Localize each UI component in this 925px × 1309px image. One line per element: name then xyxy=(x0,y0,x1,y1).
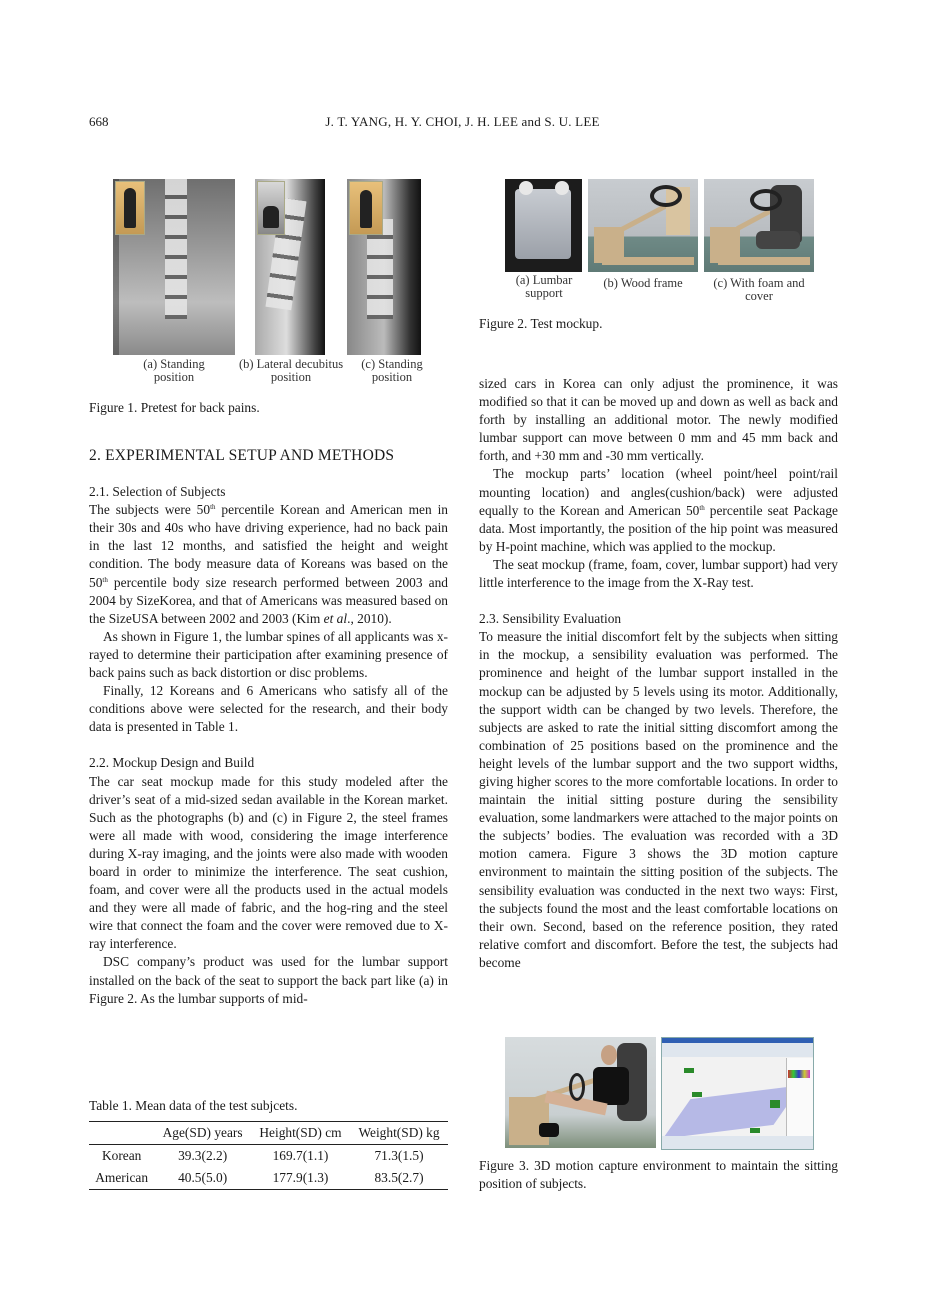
table-header-cell: Age(SD) years xyxy=(162,1125,243,1140)
xray-standing-ap xyxy=(113,179,235,355)
section-2-1-paragraph-1: The subjects were 50th percentile Korean and American men in their 30s and 40s who have driving experience, had no back pain in the last 12 months, and satisfied the height and weight condition. The body measure data of Koreans was based on the 50th percentile body size research performed between 2003 and 2004 by SizeKorea, and that of Americans was measured based on the SizeUSA between 2002 and 2003 (Kim et al., 2010). xyxy=(89,502,448,626)
fig1-subcaption-a-line1: (a) Standing xyxy=(143,357,205,371)
fig1-subcaption-c-line2: position xyxy=(371,370,413,384)
table-cell: 169.7(1.1) xyxy=(272,1148,329,1163)
fig1-subcaption-b-line2: position xyxy=(270,370,312,384)
table-cell: 177.9(1.3) xyxy=(272,1170,329,1185)
photo-lumbar-support xyxy=(505,179,582,272)
fig2-subcaption-c-line2: cover xyxy=(745,289,773,303)
fig1-subcaption-c-line1: (c) Standing xyxy=(361,357,423,371)
section-2-3-paragraph-1: To measure the initial discomfort felt by the subjects when sitting in the mockup, a sensibility evaluation was performed. The prominence and height of the lumbar support installed in the mockup can be adjusted by 5 levels using its motor. Additionally, the support width can be changed by two levels. Therefore, the subjects are asked to rate the initial sitting discomfort among the combination of 25 positions based on the prominence and the height levels of the lumbar support and the two support widths, giving higher scores to the more comfortable locations. In order to maintain the initial sitting posture during the sensibility evaluation, some landmarkers were attached to the major points on the subjects’ bodies. The evaluation was recorded with a 3D motion camera. Figure 3 shows the 3D motion capture environment to maintain the sitting position of the subjects. The sensibility evaluation was conducted in the next two ways: First, the subjects found the most and the least comfortable locations on their own. Second, based on the reference position, they rated relative comfort and discomfort. Before the test, the subjects had become xyxy=(479,629,838,970)
table-cell: Korean xyxy=(101,1148,142,1163)
table-cell: 39.3(2.2) xyxy=(178,1148,228,1163)
screenshot-motion-capture-software xyxy=(661,1037,814,1150)
fig2-subcaption-b-line1: (b) Wood frame xyxy=(603,276,683,290)
subject-photo-inset xyxy=(115,181,145,235)
fig2-subcaption-c-line1: (c) With foam and xyxy=(713,276,805,290)
section-2-2-paragraph-3: The mockup parts’ location (wheel point/heel point/rail mounting location) and angles(cushion/back) were adjusted equally to the Korean and American 50th percentile seat Package data. Most importantly, the position of the hip point was measured by H-point machine, which was applied to the mockup. xyxy=(479,466,838,554)
table-header-cell: Height(SD) cm xyxy=(259,1125,342,1140)
table-cell: American xyxy=(95,1170,149,1185)
figure-1-caption: Figure 1. Pretest for back pains. xyxy=(89,400,260,415)
table-row xyxy=(89,1167,448,1190)
table-cell: 40.5(5.0) xyxy=(178,1170,228,1185)
table-cell: 71.3(1.5) xyxy=(374,1148,424,1163)
table-1 xyxy=(89,1121,448,1190)
table-row xyxy=(89,1145,448,1168)
section-2-1-paragraph-3: Finally, 12 Koreans and 6 Americans who satisfy all of the conditions above were selected for the research, and their body data is presented in Table 1. xyxy=(89,683,448,735)
fig2-subcaption-a-line2: support xyxy=(525,286,563,300)
xray-lateral-decubitus xyxy=(255,179,325,355)
fig2-subcaption-a-line1: (a) Lumbar xyxy=(515,273,573,287)
section-2-1-heading: 2.1. Selection of Subjects xyxy=(89,484,226,500)
section-2-2-heading: 2.2. Mockup Design and Build xyxy=(89,755,255,771)
table-cell: 83.5(2.7) xyxy=(374,1170,424,1185)
figure-3 xyxy=(505,1037,813,1149)
subject-photo-inset xyxy=(349,181,383,235)
subject-photo-inset xyxy=(257,181,285,235)
table-header-row xyxy=(89,1122,448,1145)
figure-2-caption: Figure 2. Test mockup. xyxy=(479,316,603,331)
figure-3-caption: Figure 3. 3D motion capture environment to maintain the sitting position of subjects. xyxy=(479,1158,838,1191)
figure-1 xyxy=(112,178,430,388)
running-header-authors: J. T. YANG, H. Y. CHOI, J. H. LEE and S. U. LEE xyxy=(325,114,600,129)
page-number: 668 xyxy=(89,114,109,129)
section-2-heading: 2. EXPERIMENTAL SETUP AND METHODS xyxy=(89,447,395,464)
section-2-1-paragraph-2: As shown in Figure 1, the lumbar spines of all applicants was x-rayed to determine their participation after examining presence of back pains such as back distortion or disc problems. xyxy=(89,628,448,681)
section-2-2-paragraph-2: DSC company’s product was used for the lumbar support installed on the back of the seat to support the back part like (a) in Figure 2. As the lumbar supports of mid- xyxy=(89,954,448,1006)
section-2-2-paragraph-1: The car seat mockup made for this study modeled after the driver’s seat of a mid-sized sedan available in the Korean market. Such as the photographs (b) and (c) in Figure 2, the steel frames were all made with wood, considering the image interference during X-ray imaging, and the joints were also made with wooden board in order to minimize the interference. The seat cushion, foam, and cover were all the products used in the actual models and they were all made of fabric, and the hog-ring and the steel wire that connect the foam and the cover were removed due to X-ray interference. xyxy=(89,773,448,952)
section-2-2-paragraph-2-continued: sized cars in Korea can only adjust the prominence, it was modified so that it can be moved up and down as well as back and forth by installing an additional motor. The newly modified lumbar support can move between 0 mm and 45 mm back and forth, and +30 mm and -30 mm vertically. xyxy=(479,376,838,464)
section-2-3-heading: 2.3. Sensibility Evaluation xyxy=(479,611,622,627)
table-header-cell: Weight(SD) kg xyxy=(358,1125,440,1140)
photo-subject-seated xyxy=(505,1037,656,1148)
table-header-cell xyxy=(89,1122,154,1145)
right-column xyxy=(479,375,838,972)
section-2-2-paragraph-4: The seat mockup (frame, foam, cover, lumbar support) had very little interference to the image from the X-Ray test. xyxy=(479,556,838,591)
table-1-caption: Table 1. Mean data of the test subjcets. xyxy=(89,1098,298,1113)
photo-foam-cover xyxy=(704,179,814,272)
photo-wood-frame xyxy=(588,179,698,272)
fig1-subcaption-b-line1: (b) Lateral decubitus xyxy=(238,357,344,371)
table-1-block xyxy=(89,1097,448,1190)
left-column xyxy=(89,447,448,1008)
figure-2 xyxy=(503,178,815,303)
xray-standing-lateral xyxy=(347,179,421,355)
fig1-subcaption-a-line2: position xyxy=(153,370,195,384)
